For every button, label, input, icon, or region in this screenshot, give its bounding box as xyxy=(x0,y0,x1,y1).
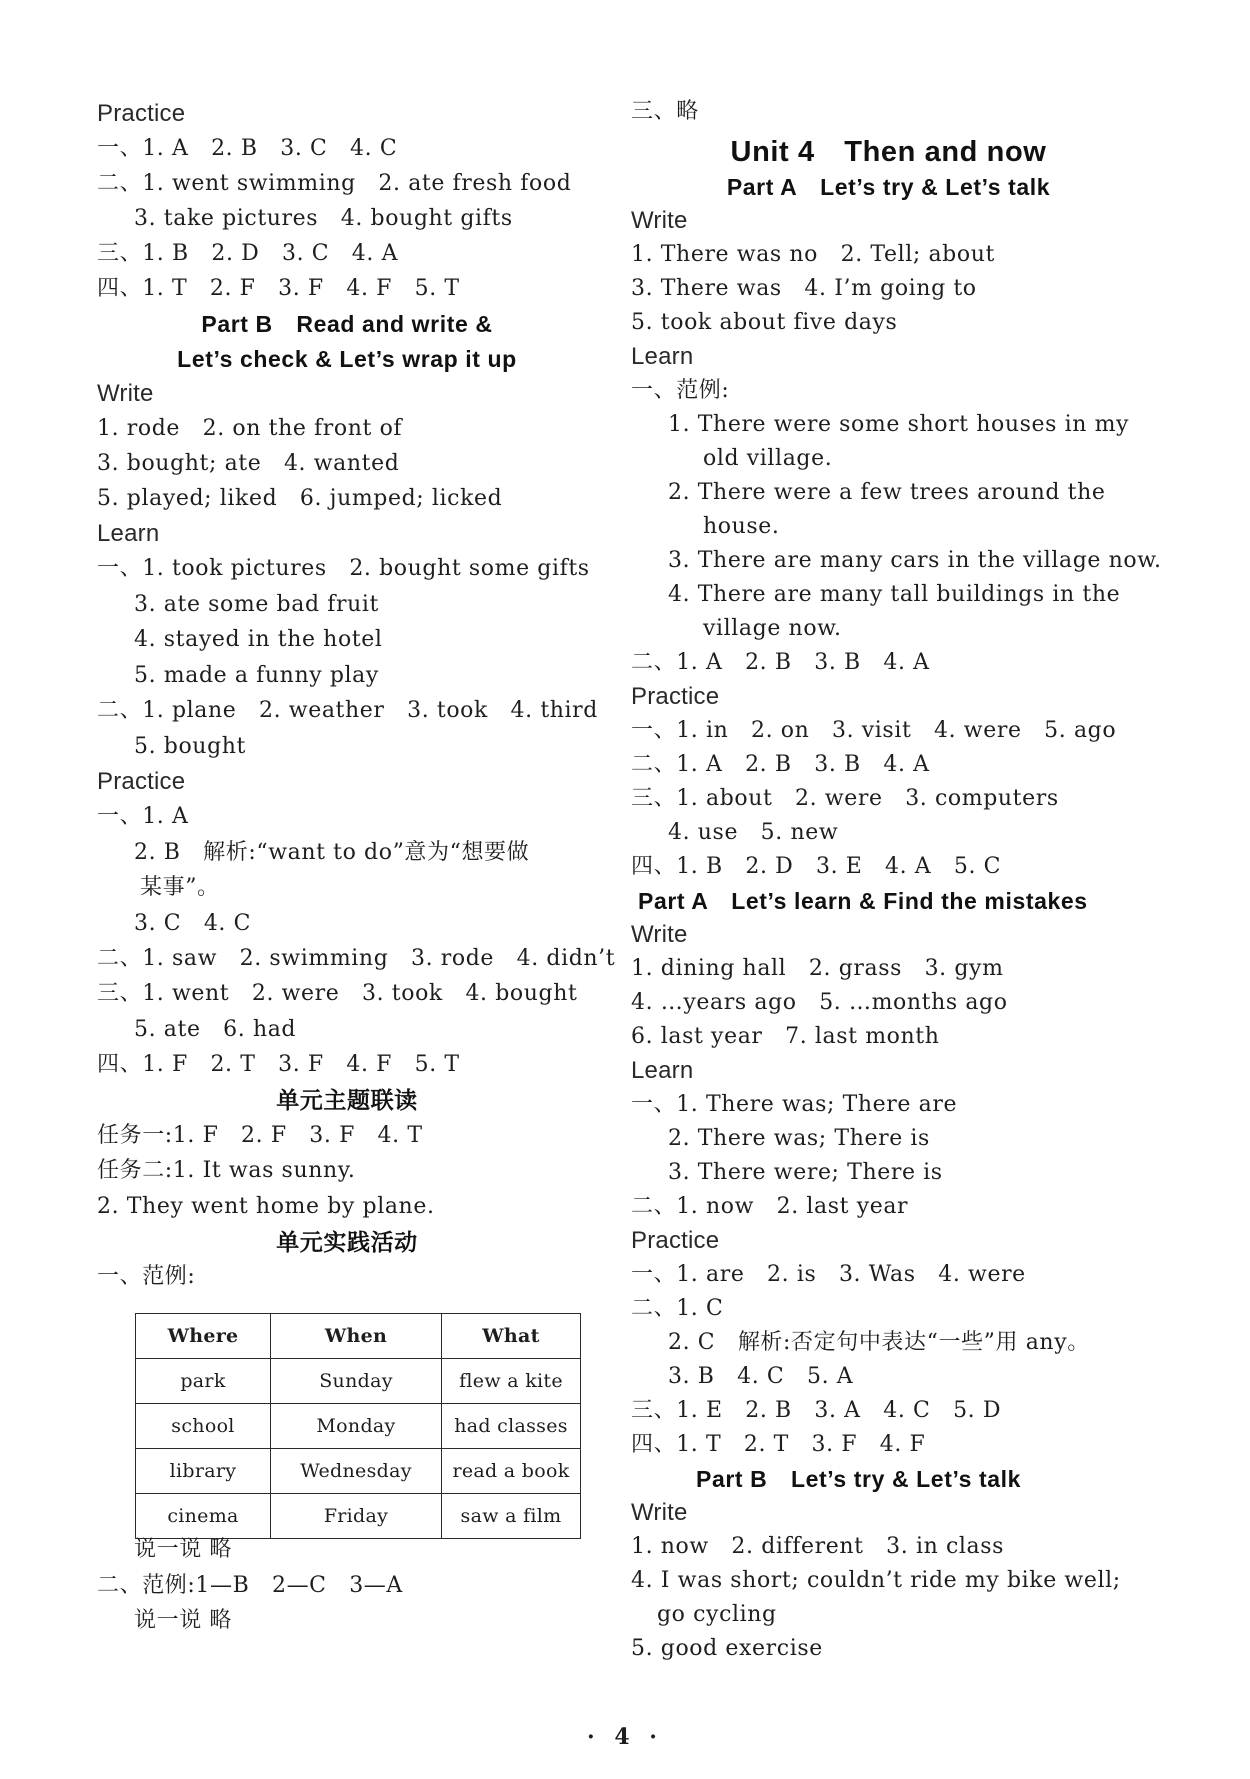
answer-line: 二、1. saw 2. swimming 3. rode 4. didn’t xyxy=(97,946,616,971)
table-cell: Sunday xyxy=(271,1359,442,1404)
table-cell: read a book xyxy=(442,1449,581,1494)
part-heading: Part B Read and write & xyxy=(201,311,493,337)
table-header-cell: When xyxy=(271,1314,442,1359)
table-cell: Wednesday xyxy=(271,1449,442,1494)
table-row xyxy=(136,1494,581,1539)
answer-line: 二、1. plane 2. weather 3. took 4. third xyxy=(97,698,598,723)
table-header-cell: What xyxy=(442,1314,581,1359)
answer-line: 4. I was short; couldn’t ride my bike well; xyxy=(631,1568,1121,1593)
part-heading: Let’s check & Let’s wrap it up xyxy=(177,346,517,372)
answer-line: 一、1. took pictures 2. bought some gifts xyxy=(97,556,590,581)
answer-line: 三、1. about 2. were 3. computers xyxy=(631,786,1059,811)
answer-line: 3. There were; There is xyxy=(668,1160,943,1185)
answer-line: 3. ate some bad fruit xyxy=(134,592,379,617)
answer-line: 3. There was 4. I’m going to xyxy=(631,276,977,301)
part-heading: Part A Let’s try & Let’s talk xyxy=(726,174,1051,200)
answer-line: 1. now 2. different 3. in class xyxy=(631,1534,1005,1559)
part-heading: Part A Let’s learn & Find the mistakes xyxy=(638,888,1088,914)
answer-line: 一、1. in 2. on 3. visit 4. were 5. ago xyxy=(631,718,1117,743)
answer-line: 三、1. went 2. were 3. took 4. bought xyxy=(97,981,578,1006)
answer-line: 1. There were some short houses in my xyxy=(668,412,1130,437)
answer-line: 3. take pictures 4. bought gifts xyxy=(134,206,513,231)
answer-line: 4. There are many tall buildings in the xyxy=(668,582,1121,607)
answer-line: 2. There were a few trees around the xyxy=(668,480,1106,505)
answer-line: house. xyxy=(703,514,780,539)
answer-line: 一、1. are 2. is 3. Was 4. were xyxy=(631,1262,1026,1287)
answer-line: 4. stayed in the hotel xyxy=(134,627,383,652)
table-row xyxy=(136,1449,581,1494)
answer-line: 6. last year 7. last month xyxy=(631,1024,940,1049)
answer-line: 二、1. now 2. last year xyxy=(631,1194,909,1219)
answer-line: 2. There was; There is xyxy=(668,1126,930,1151)
answer-line: 一、1. A xyxy=(97,804,189,829)
answer-line: 说一说 略 xyxy=(134,1537,232,1562)
table-row xyxy=(136,1404,581,1449)
unit-title: Unit 4 Then and now xyxy=(730,136,1047,168)
answer-line: 三、1. B 2. D 3. C 4. A xyxy=(97,241,399,266)
section-label: Practice xyxy=(97,768,186,795)
table-cell: Friday xyxy=(271,1494,442,1539)
table-cell: park xyxy=(136,1359,271,1404)
answer-line: 二、1. A 2. B 3. B 4. A xyxy=(631,650,930,675)
answer-line: 4. …years ago 5. …months ago xyxy=(631,990,1008,1015)
answer-line: 4. use 5. new xyxy=(668,820,839,845)
answer-line: 3. C 4. C xyxy=(134,911,252,936)
section-label: Write xyxy=(631,207,688,234)
answer-line: 1. rode 2. on the front of xyxy=(97,416,403,441)
section-label: Learn xyxy=(631,343,694,370)
part-heading: Part B Let’s try & Let’s talk xyxy=(696,1466,1022,1492)
answer-line: 5. played; liked 6. jumped; licked xyxy=(97,486,503,511)
table-cell: flew a kite xyxy=(442,1359,581,1404)
answer-line: 二、1. A 2. B 3. B 4. A xyxy=(631,752,930,777)
section-label: Learn xyxy=(97,520,160,547)
answer-line: 四、1. T 2. T 3. F 4. F xyxy=(631,1432,926,1457)
section-label: Practice xyxy=(97,100,186,127)
answer-line: 二、1. went swimming 2. ate fresh food xyxy=(97,171,572,196)
answer-line: 2. They went home by plane. xyxy=(97,1194,435,1219)
answer-line: 2. C 解析:否定句中表达“一些”用 any。 xyxy=(668,1330,1090,1355)
answer-line: 四、1. B 2. D 3. E 4. A 5. C xyxy=(631,854,1002,879)
answer-line: 5. good exercise xyxy=(631,1636,823,1661)
answer-line: go cycling xyxy=(657,1602,777,1627)
answer-line: 5. ate 6. had xyxy=(134,1017,297,1042)
topic-heading: 单元主题联读 xyxy=(276,1087,418,1113)
section-label: Write xyxy=(97,380,154,407)
answer-line: old village. xyxy=(703,446,833,471)
table-row xyxy=(136,1359,581,1404)
table-cell: cinema xyxy=(136,1494,271,1539)
table-header-cell: Where xyxy=(136,1314,271,1359)
answer-line: 三、1. E 2. B 3. A 4. C 5. D xyxy=(631,1398,1002,1423)
table-cell: school xyxy=(136,1404,271,1449)
answer-line: 任务二:1. It was sunny. xyxy=(97,1158,356,1183)
answer-line: 5. made a funny play xyxy=(134,663,379,688)
answer-line: village now. xyxy=(703,616,842,641)
section-label: Write xyxy=(631,921,688,948)
answer-line: 3. B 4. C 5. A xyxy=(668,1364,854,1389)
section-label: Practice xyxy=(631,683,720,710)
topic-heading: 单元实践活动 xyxy=(276,1229,418,1255)
answer-line: 一、1. A 2. B 3. C 4. C xyxy=(97,136,398,161)
table-cell: Monday xyxy=(271,1404,442,1449)
section-label: Write xyxy=(631,1499,688,1526)
answer-line: 5. bought xyxy=(134,734,246,759)
answer-line: 1. dining hall 2. grass 3. gym xyxy=(631,956,1004,981)
answer-line: 四、1. F 2. T 3. F 4. F 5. T xyxy=(97,1052,460,1077)
answer-line: 某事”。 xyxy=(140,875,220,900)
table-cell: library xyxy=(136,1449,271,1494)
page-number: · 4 · xyxy=(587,1724,663,1750)
answer-line: 任务一:1. F 2. F 3. F 4. T xyxy=(97,1123,423,1148)
answer-line: 二、范例:1—B 2—C 3—A xyxy=(97,1573,403,1598)
answer-line: 说一说 略 xyxy=(134,1608,232,1633)
table-cell: saw a film xyxy=(442,1494,581,1539)
answer-line: 5. took about five days xyxy=(631,310,898,335)
answer-line: 3. There are many cars in the village now. xyxy=(668,548,1162,573)
table-header-row xyxy=(136,1314,581,1359)
answer-line: 一、范例: xyxy=(97,1264,196,1289)
answer-line: 四、1. T 2. F 3. F 4. F 5. T xyxy=(97,276,460,301)
answer-line: 2. B 解析:“want to do”意为“想要做 xyxy=(134,840,530,865)
table-cell: had classes xyxy=(442,1404,581,1449)
answer-line: 一、范例: xyxy=(631,378,730,403)
answer-line: 3. bought; ate 4. wanted xyxy=(97,451,400,476)
answer-line: 二、1. C xyxy=(631,1296,724,1321)
section-label: Practice xyxy=(631,1227,720,1254)
answer-line: 一、1. There was; There are xyxy=(631,1092,958,1117)
answer-line: 三、略 xyxy=(631,99,699,124)
section-label: Learn xyxy=(631,1057,694,1084)
answer-line: 1. There was no 2. Tell; about xyxy=(631,242,995,267)
activity-table xyxy=(135,1313,581,1539)
